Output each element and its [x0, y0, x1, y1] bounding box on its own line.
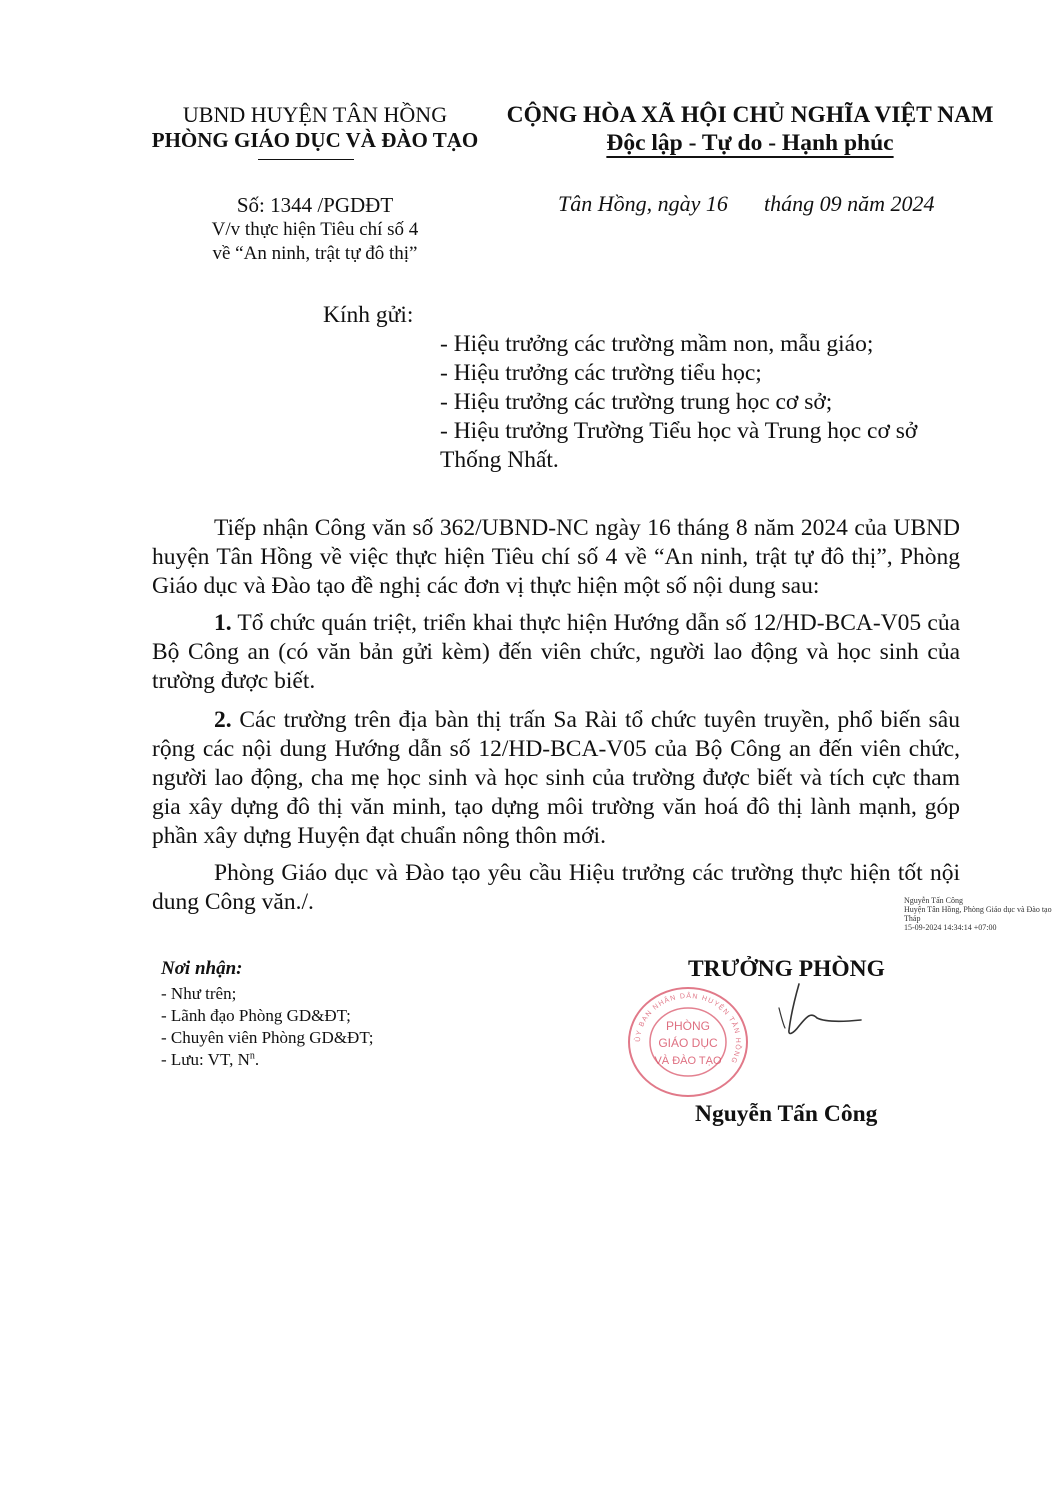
digital-signature-org: Huyện Tân Hồng, Phòng Giáo dục và Đào tạo	[904, 905, 1052, 914]
subject-line-1: V/v thực hiện Tiêu chí số 4	[211, 219, 419, 240]
item-1-text: Tổ chức quán triệt, triển khai thực hiện Hướng dẫn số 12/HD-BCA-V05 của Bộ Công an (có văn bản gửi kèm) đến viên chức, người lao động và học sinh của trường được biết.	[152, 610, 960, 694]
recipient-item: - Hiệu trưởng Trường Tiểu học và Trung học cơ sở	[440, 418, 918, 444]
official-stamp	[626, 986, 750, 1098]
distribution-suffix: .	[254, 1050, 260, 1069]
agency-underline	[258, 159, 354, 160]
body-item-2-paragraph	[152, 706, 960, 851]
recipient-item: - Hiệu trưởng các trường trung học cơ sở;	[440, 389, 833, 415]
subject-line-2: về “An ninh, trật tự đô thị”	[212, 243, 418, 264]
signer-name: Nguyễn Tấn Công	[695, 1101, 878, 1127]
digital-signature-timestamp: 15-09-2024 14:34:14 +07:00	[904, 923, 997, 932]
body-item-1-paragraph	[152, 609, 960, 696]
recipient-item: - Hiệu trưởng các trường mầm non, mẫu giáo;	[440, 331, 874, 357]
distribution-item: - Như trên;	[161, 984, 237, 1003]
recipient-item: - Hiệu trưởng các trường tiểu học;	[440, 360, 762, 386]
recipients-label: Kính gửi:	[323, 302, 414, 328]
body-intro-paragraph	[152, 514, 960, 601]
distribution-item	[161, 1050, 259, 1070]
body-intro-text: Tiếp nhận Công văn số 362/UBND-NC ngày 16 tháng 8 năm 2024 của UBND huyện Tân Hồng về việc thực hiện Tiêu chí số 4 về “An ninh, trật tự đô thị”, Phòng Giáo dục và Đào tạo đề nghị các đơn vị thực hiện một số nội dung sau:	[152, 515, 960, 599]
distribution-item: - Chuyên viên Phòng GD&ĐT;	[161, 1028, 374, 1047]
date-month-year: tháng 09 năm 2024	[764, 191, 935, 216]
distribution-label: Nơi nhận:	[161, 958, 243, 979]
handwritten-signature	[755, 978, 865, 1048]
distribution-superscript: n	[249, 1050, 255, 1062]
stamp-ring-text: ỦY BAN NHÂN DÂN HUYỆN TÂN HỒNG	[634, 992, 742, 1065]
agency-parent: UBND HUYỆN TÂN HỒNG	[182, 102, 448, 127]
digital-signature-org-cont: Tháp	[904, 914, 921, 923]
document-number: Số: 1344 /PGDĐT	[236, 193, 394, 217]
digital-signature-name: Nguyễn Tấn Công	[904, 896, 963, 905]
stamp-line-3: VÀ ĐÀO TẠO	[654, 1055, 722, 1067]
item-2-number: 2.	[214, 707, 232, 733]
motto	[550, 130, 950, 157]
signer-title: TRƯỞNG PHÒNG	[688, 956, 885, 982]
motto-text: Độc lập - Tự do - Hạnh phúc	[606, 130, 894, 156]
distribution-item-text: - Lưu: VT, N	[161, 1050, 250, 1069]
recipient-item: Thống Nhất.	[440, 447, 559, 473]
nation-title: CỘNG HÒA XÃ HỘI CHỦ NGHĨA VIỆT NAM	[506, 102, 994, 128]
item-1-number: 1.	[214, 610, 232, 636]
closing-text: Phòng Giáo dục và Đào tạo yêu cầu Hiệu trưởng các trường thực hiện tốt nội dung Công văn./.	[152, 860, 960, 915]
agency-name: PHÒNG GIÁO DỤC VÀ ĐÀO TẠO	[151, 128, 479, 152]
item-2-text: Các trường trên địa bàn thị trấn Sa Rài tổ chức tuyên truyền, phổ biến sâu rộng các nội dung Hướng dẫn số 12/HD-BCA-V05 của Bộ Công an đến viên chức, người lao động, cha mẹ học sinh và học sinh của trường được biết và tích cực tham gia xây dựng đô thị văn minh, tạo dựng môi trường văn hoá đô thị lành mạnh, góp phần xây dựng Huyện đạt chuẩn nông thôn mới.	[152, 707, 960, 849]
body-closing-paragraph	[152, 859, 960, 917]
distribution-item: - Lãnh đạo Phòng GD&ĐT;	[161, 1006, 351, 1025]
stamp-line-1: PHÒNG	[665, 1019, 711, 1033]
date-place-day: Tân Hồng, ngày 16	[558, 191, 728, 216]
stamp-line-2: GIÁO DỤC	[658, 1036, 718, 1050]
